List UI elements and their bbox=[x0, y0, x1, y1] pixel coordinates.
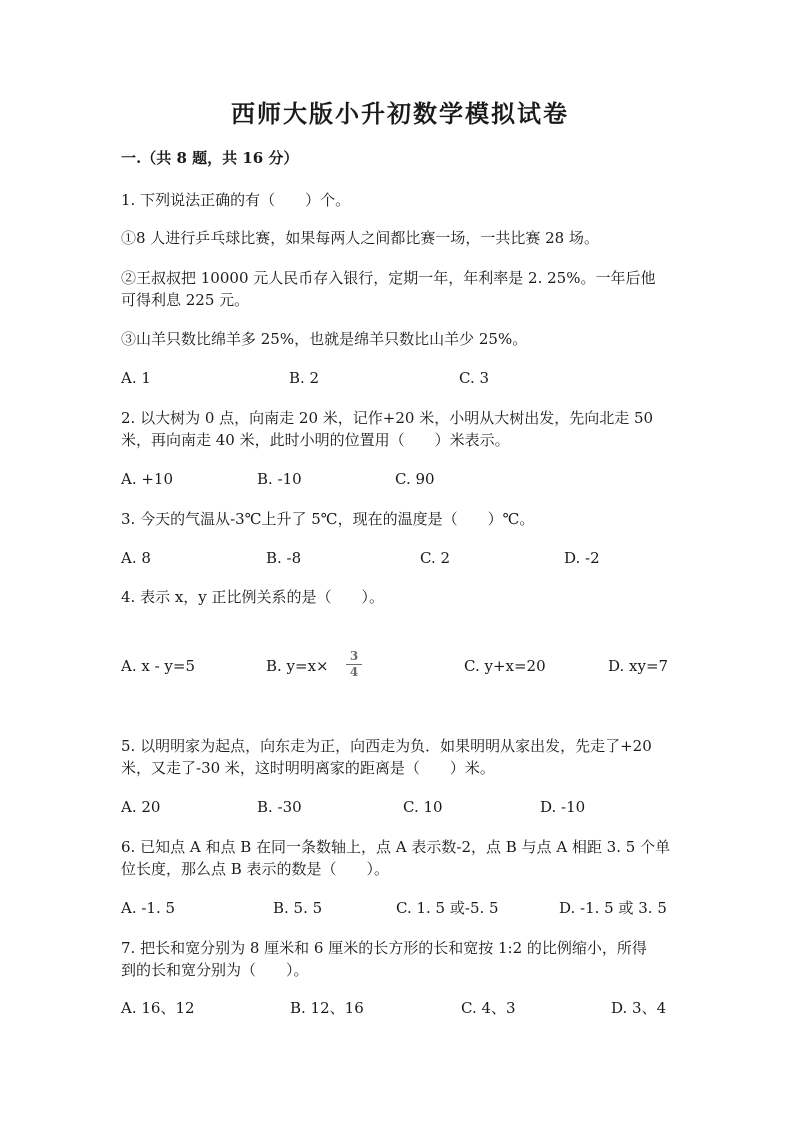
question-4-stem: 4. 表示 x，y 正比例关系的是（ ）。 bbox=[121, 588, 385, 606]
question-7-option-d: D. 3、4 bbox=[611, 999, 667, 1017]
question-2-stem: 2. 以大树为 0 点，向南走 20 米，记作+20 米，小明从大树出发，先向北走 50 bbox=[121, 409, 654, 427]
question-5-stem: 5. 以明明家为起点，向东走为正，向西走为负．如果明明从家出发，先走了+20 bbox=[121, 737, 652, 755]
question-3-option-a: A. 8 bbox=[121, 549, 151, 567]
question-4-option-c: C. y+x=20 bbox=[464, 657, 546, 675]
page-title: 西师大版小升初数学模拟试卷 bbox=[231, 99, 569, 128]
question-1-option-c: C. 3 bbox=[459, 369, 490, 387]
question-5-stem-cont: 米，又走了-30 米，这时明明离家的距离是（ ）米。 bbox=[121, 759, 495, 777]
question-1-option-a: A. 1 bbox=[121, 369, 151, 387]
question-1-statement-3: ③山羊只数比绵羊多 25%，也就是绵羊只数比山羊少 25%。 bbox=[121, 330, 528, 348]
question-1-statement-2-cont: 可得利息 225 元。 bbox=[121, 291, 250, 309]
question-6-option-c: C. 1. 5 或-5. 5 bbox=[396, 899, 499, 917]
question-4-option-d: D. xy=7 bbox=[608, 657, 669, 675]
question-6-stem: 6. 已知点 A 和点 B 在同一条数轴上，点 A 表示数-2，点 B 与点 A 相距 3. 5 个单 bbox=[121, 838, 671, 856]
question-7-stem-cont: 到的长和宽分别为（ ）。 bbox=[121, 961, 309, 979]
fraction-numerator: 3 bbox=[349, 649, 359, 663]
question-1-statement-1: ①8 人进行乒乓球比赛，如果每两人之间都比赛一场，一共比赛 28 场。 bbox=[121, 229, 599, 247]
question-3-option-d: D. -2 bbox=[564, 549, 600, 567]
question-1-option-b: B. 2 bbox=[289, 369, 320, 387]
question-7-stem: 7. 把长和宽分别为 8 厘米和 6 厘米的长方形的长和宽按 1:2 的比例缩小，所得 bbox=[121, 939, 647, 957]
question-5-option-c: C. 10 bbox=[403, 798, 443, 816]
question-1-statement-2: ②王叔叔把 10000 元人民币存入银行，定期一年，年利率是 2. 25%。一年后他 bbox=[121, 269, 656, 287]
fraction-denominator: 4 bbox=[349, 665, 359, 679]
question-7-option-c: C. 4、3 bbox=[461, 999, 516, 1017]
question-4-option-a: A. x - y=5 bbox=[121, 657, 196, 675]
question-7-option-b: B. 12、16 bbox=[290, 999, 364, 1017]
fraction-three-quarters bbox=[344, 650, 364, 679]
question-2-option-c: C. 90 bbox=[395, 470, 435, 488]
question-6-option-d: D. -1. 5 或 3. 5 bbox=[559, 899, 667, 917]
question-2-stem-cont: 米，再向南走 40 米，此时小明的位置用（ ）米表示。 bbox=[121, 431, 510, 449]
question-7-option-a: A. 16、12 bbox=[121, 999, 195, 1017]
section-heading: 一.（共 8 题，共 16 分） bbox=[121, 149, 299, 167]
question-5-option-a: A. 20 bbox=[121, 798, 161, 816]
question-5-option-b: B. -30 bbox=[257, 798, 302, 816]
question-2-option-b: B. -10 bbox=[257, 470, 302, 488]
question-2-option-a: A. +10 bbox=[121, 470, 174, 488]
question-3-stem: 3. 今天的气温从-3℃上升了 5℃，现在的温度是（ ）℃。 bbox=[121, 510, 535, 528]
question-6-option-a: A. -1. 5 bbox=[121, 899, 176, 917]
question-5-option-d: D. -10 bbox=[540, 798, 586, 816]
question-3-option-c: C. 2 bbox=[420, 549, 451, 567]
question-3-option-b: B. -8 bbox=[266, 549, 302, 567]
question-1-stem: 1. 下列说法正确的有（ ）个。 bbox=[121, 191, 351, 209]
question-6-option-b: B. 5. 5 bbox=[273, 899, 323, 917]
question-4-option-b: B. y=x× bbox=[266, 657, 329, 675]
question-6-stem-cont: 位长度，那么点 B 表示的数是（ ）。 bbox=[121, 860, 390, 878]
